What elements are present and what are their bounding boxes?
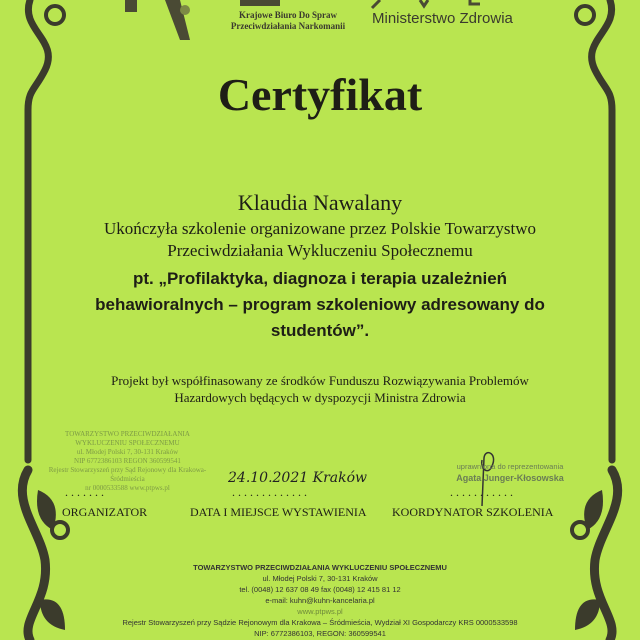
text-line: behawioralnych – program szkoleniowy adresowany do [95, 295, 545, 314]
stamp-line: nr 0000533588 www.ptpws.pl [85, 484, 170, 492]
footer-line: Rejestr Stowarzyszeń przy Sądzie Rejonowym dla Krakowa – Śródmieścia, Wydział XI Gospodarczy KRS 0000533598 [122, 618, 518, 627]
date-place-label: DATA I MIEJSCE WYSTAWIENIA [190, 505, 367, 519]
organizer-stamp [40, 430, 215, 493]
stamp-line: ul. Młodej Polski 7, 30-131 Kraków [76, 448, 179, 456]
coordinator-authorization [445, 462, 575, 483]
handwritten-date-place: 24.10.2021 Kraków [228, 470, 368, 486]
kbpn-name [228, 10, 348, 32]
signature-line: ........... [450, 485, 516, 499]
ministry-name: Ministerstwo Zdrowia [372, 10, 513, 27]
text-line: studentów”. [270, 321, 370, 340]
footer-address [0, 562, 640, 639]
text-line: pt. „Profilaktyka, diagnoza i terapia uzależnień [132, 269, 508, 288]
stamp-line: TOWARZYSTWO PRZECIWDZIAŁANIA WYKLUCZENIU SPOŁECZNEMU [65, 430, 190, 447]
completion-text [0, 218, 640, 262]
footer-line: NIP: 6772386103, REGON: 360599541 [254, 629, 386, 638]
certificate-title: Certyfikat [217, 69, 423, 120]
footer-website: www.ptpws.pl [297, 607, 343, 616]
program-title [0, 266, 640, 344]
stamp-line: Rejestr Stowarzyszeń przy Sąd Rejonowy dla Krakowa-Śródmieścia [48, 466, 207, 483]
funding-note [0, 372, 640, 406]
stamp-line: NIP 6772386103 REGON 360599541 [74, 457, 181, 465]
organizer-label: ORGANIZATOR [62, 505, 148, 519]
coordinator-label: KOORDYNATOR SZKOLENIA [392, 505, 554, 519]
footer-line: tel. (0048) 12 637 08 49 fax (0048) 12 415 81 12 [239, 585, 401, 594]
kbpn-line: Krajowe Biuro Do Spraw [238, 10, 338, 20]
kbpn-line: Przeciwdziałania Narkomanii [230, 21, 346, 31]
text-line: Ukończyła szkolenie organizowane przez Polskie Towarzystwo [103, 219, 536, 238]
signature-line: ............. [232, 485, 310, 499]
text-line: Projekt był współfinasowany ze środków Funduszu Rozwiązywania Problemów [111, 373, 529, 388]
text-line: Przeciwdziałania Wykluczeniu Społecznemu [167, 241, 473, 260]
recipient-name: Klaudia Nawalany [237, 190, 403, 215]
coordinator-name: Agata Junger-Kłosowska [456, 473, 564, 483]
footer-line: ul. Młodej Polski 7, 30-131 Kraków [262, 574, 378, 583]
footer-org: TOWARZYSTWO PRZECIWDZIAŁANIA WYKLUCZENIU SPOŁECZNEMU [193, 563, 447, 572]
footer-email: e-mail: kuhn@kuhn-kancelaria.pl [265, 596, 375, 605]
coordinator-role: uprawniona do reprezentowania [456, 462, 564, 471]
ministry-logo [372, 0, 480, 8]
signature-line: ....... [65, 485, 107, 499]
text-line: Hazardowych będących w dyspozycji Ministra Zdrowia [174, 390, 466, 405]
